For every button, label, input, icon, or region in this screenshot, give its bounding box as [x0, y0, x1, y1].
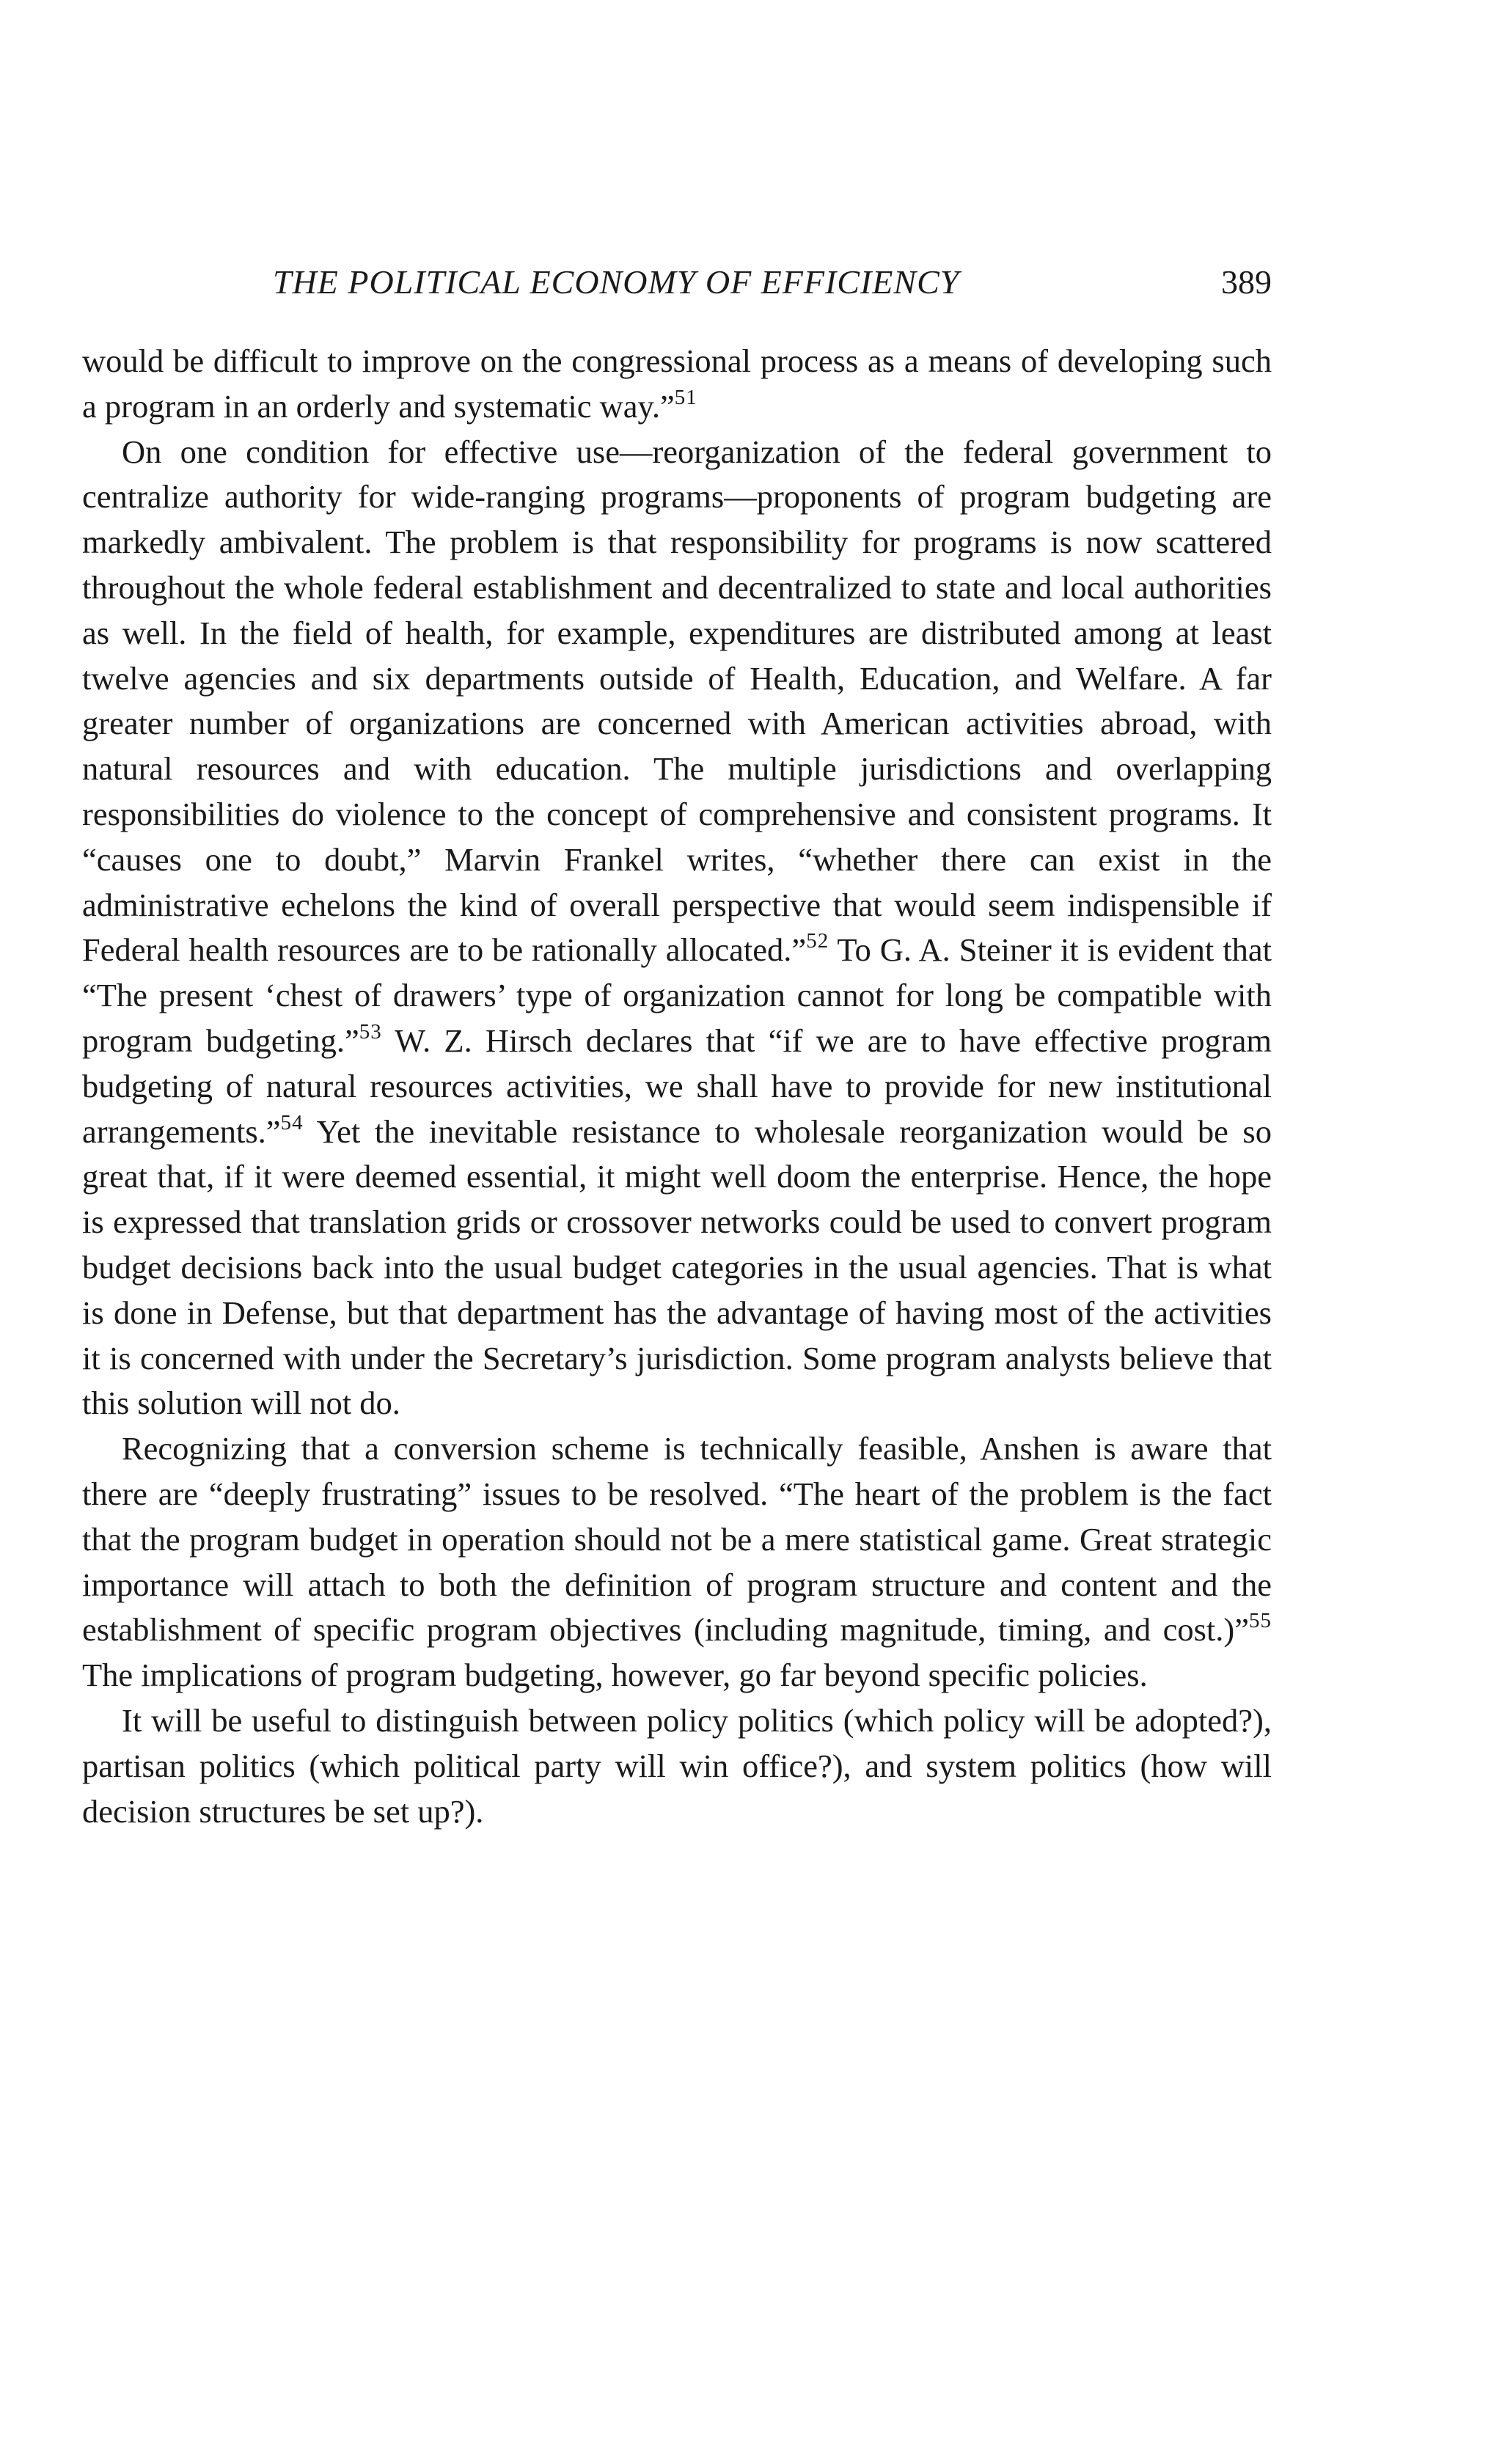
paragraph-politics	[82, 1698, 1272, 1834]
running-title: THE POLITICAL ECONOMY OF EFFICIENCY	[273, 263, 960, 301]
page-number: 389	[1221, 263, 1272, 301]
footnote-ref-52: 52	[806, 929, 829, 953]
paragraph-text: would be difficult to improve on the congressional process as a means of developing such a program in an orderly and systematic way.”	[82, 342, 1272, 425]
paragraph-text: It will be useful to distinguish between policy politics (which policy will be adopted?), partisan politics (which political party will win office?), and system politics (how will decision structures be set up?).	[82, 1701, 1272, 1830]
footnote-ref-51: 51	[674, 385, 697, 409]
paragraph-text: The implications of program budgeting, however, go far beyond specific policies.	[82, 1657, 1148, 1694]
paragraph-text: W. Z. Hirsch declares that “if we are to have effective program budgeting of natural resources activities, we shall have to provide for new institutional arrangements.”	[82, 1022, 1272, 1150]
footnote-ref-53: 53	[359, 1019, 382, 1044]
paragraph-conversion-scheme	[82, 1426, 1272, 1698]
footnote-ref-54: 54	[280, 1110, 304, 1134]
paragraph-text: To G. A. Steiner it is evident that “The present ‘chest of drawers’ type of organization cannot for long be compatible with program budgeting.”	[82, 931, 1272, 1059]
paragraph-continued	[82, 339, 1272, 430]
running-head	[82, 257, 1272, 308]
body-text	[82, 339, 1272, 1834]
footnote-ref-55: 55	[1249, 1609, 1272, 1633]
paragraph-text: Yet the inevitable resistance to wholesale reorganization would be so great that, if it were deemed essential, it might well doom the enterprise. Hence, the hope is expressed that translation grids or crossover networks could be used to convert program budget decisions back into the usual budget categories in the usual agencies. That is what is done in Defense, but that department has the advantage of having most of the activities it is concerned with under the Secretary’s jurisdiction. Some program analysts believe that this solution will not do.	[82, 1112, 1272, 1422]
paragraph-text: Recognizing that a conversion scheme is technically feasible, Anshen is aware that there are “deeply frustrating” issues to be resolved. “The heart of the problem is the fact that the program budget in operation should not be a mere statistical game. Great strategic importance will attach to both the definition of program structure and content and the establishment of specific program objectives (including magnitude, timing, and cost.)”	[82, 1430, 1272, 1649]
paragraph-reorganization	[82, 430, 1272, 1427]
paragraph-text: On one condition for effective use—reorganization of the federal government to centralize authority for wide-ranging programs—proponents of program budgeting are markedly ambivalent. The problem is that responsibility for programs is now scattered throughout the whole federal establishment and decentralized to state and local authorities as well. In the field of health, for example, expenditures are distributed among at least twelve agencies and six departments outside of Health, Education, and Welfare. A far greater number of organizations are concerned with American activities abroad, with natural resources and with education. The multiple jurisdictions and overlapping responsibilities do violence to the concept of comprehensive and consistent programs. It “causes one to doubt,” Marvin Frankel writes, “whether there can exist in the administrative echelons the kind of overall perspective that would seem indispensible if Federal health resources are to be rationally allocated.”	[82, 433, 1272, 969]
